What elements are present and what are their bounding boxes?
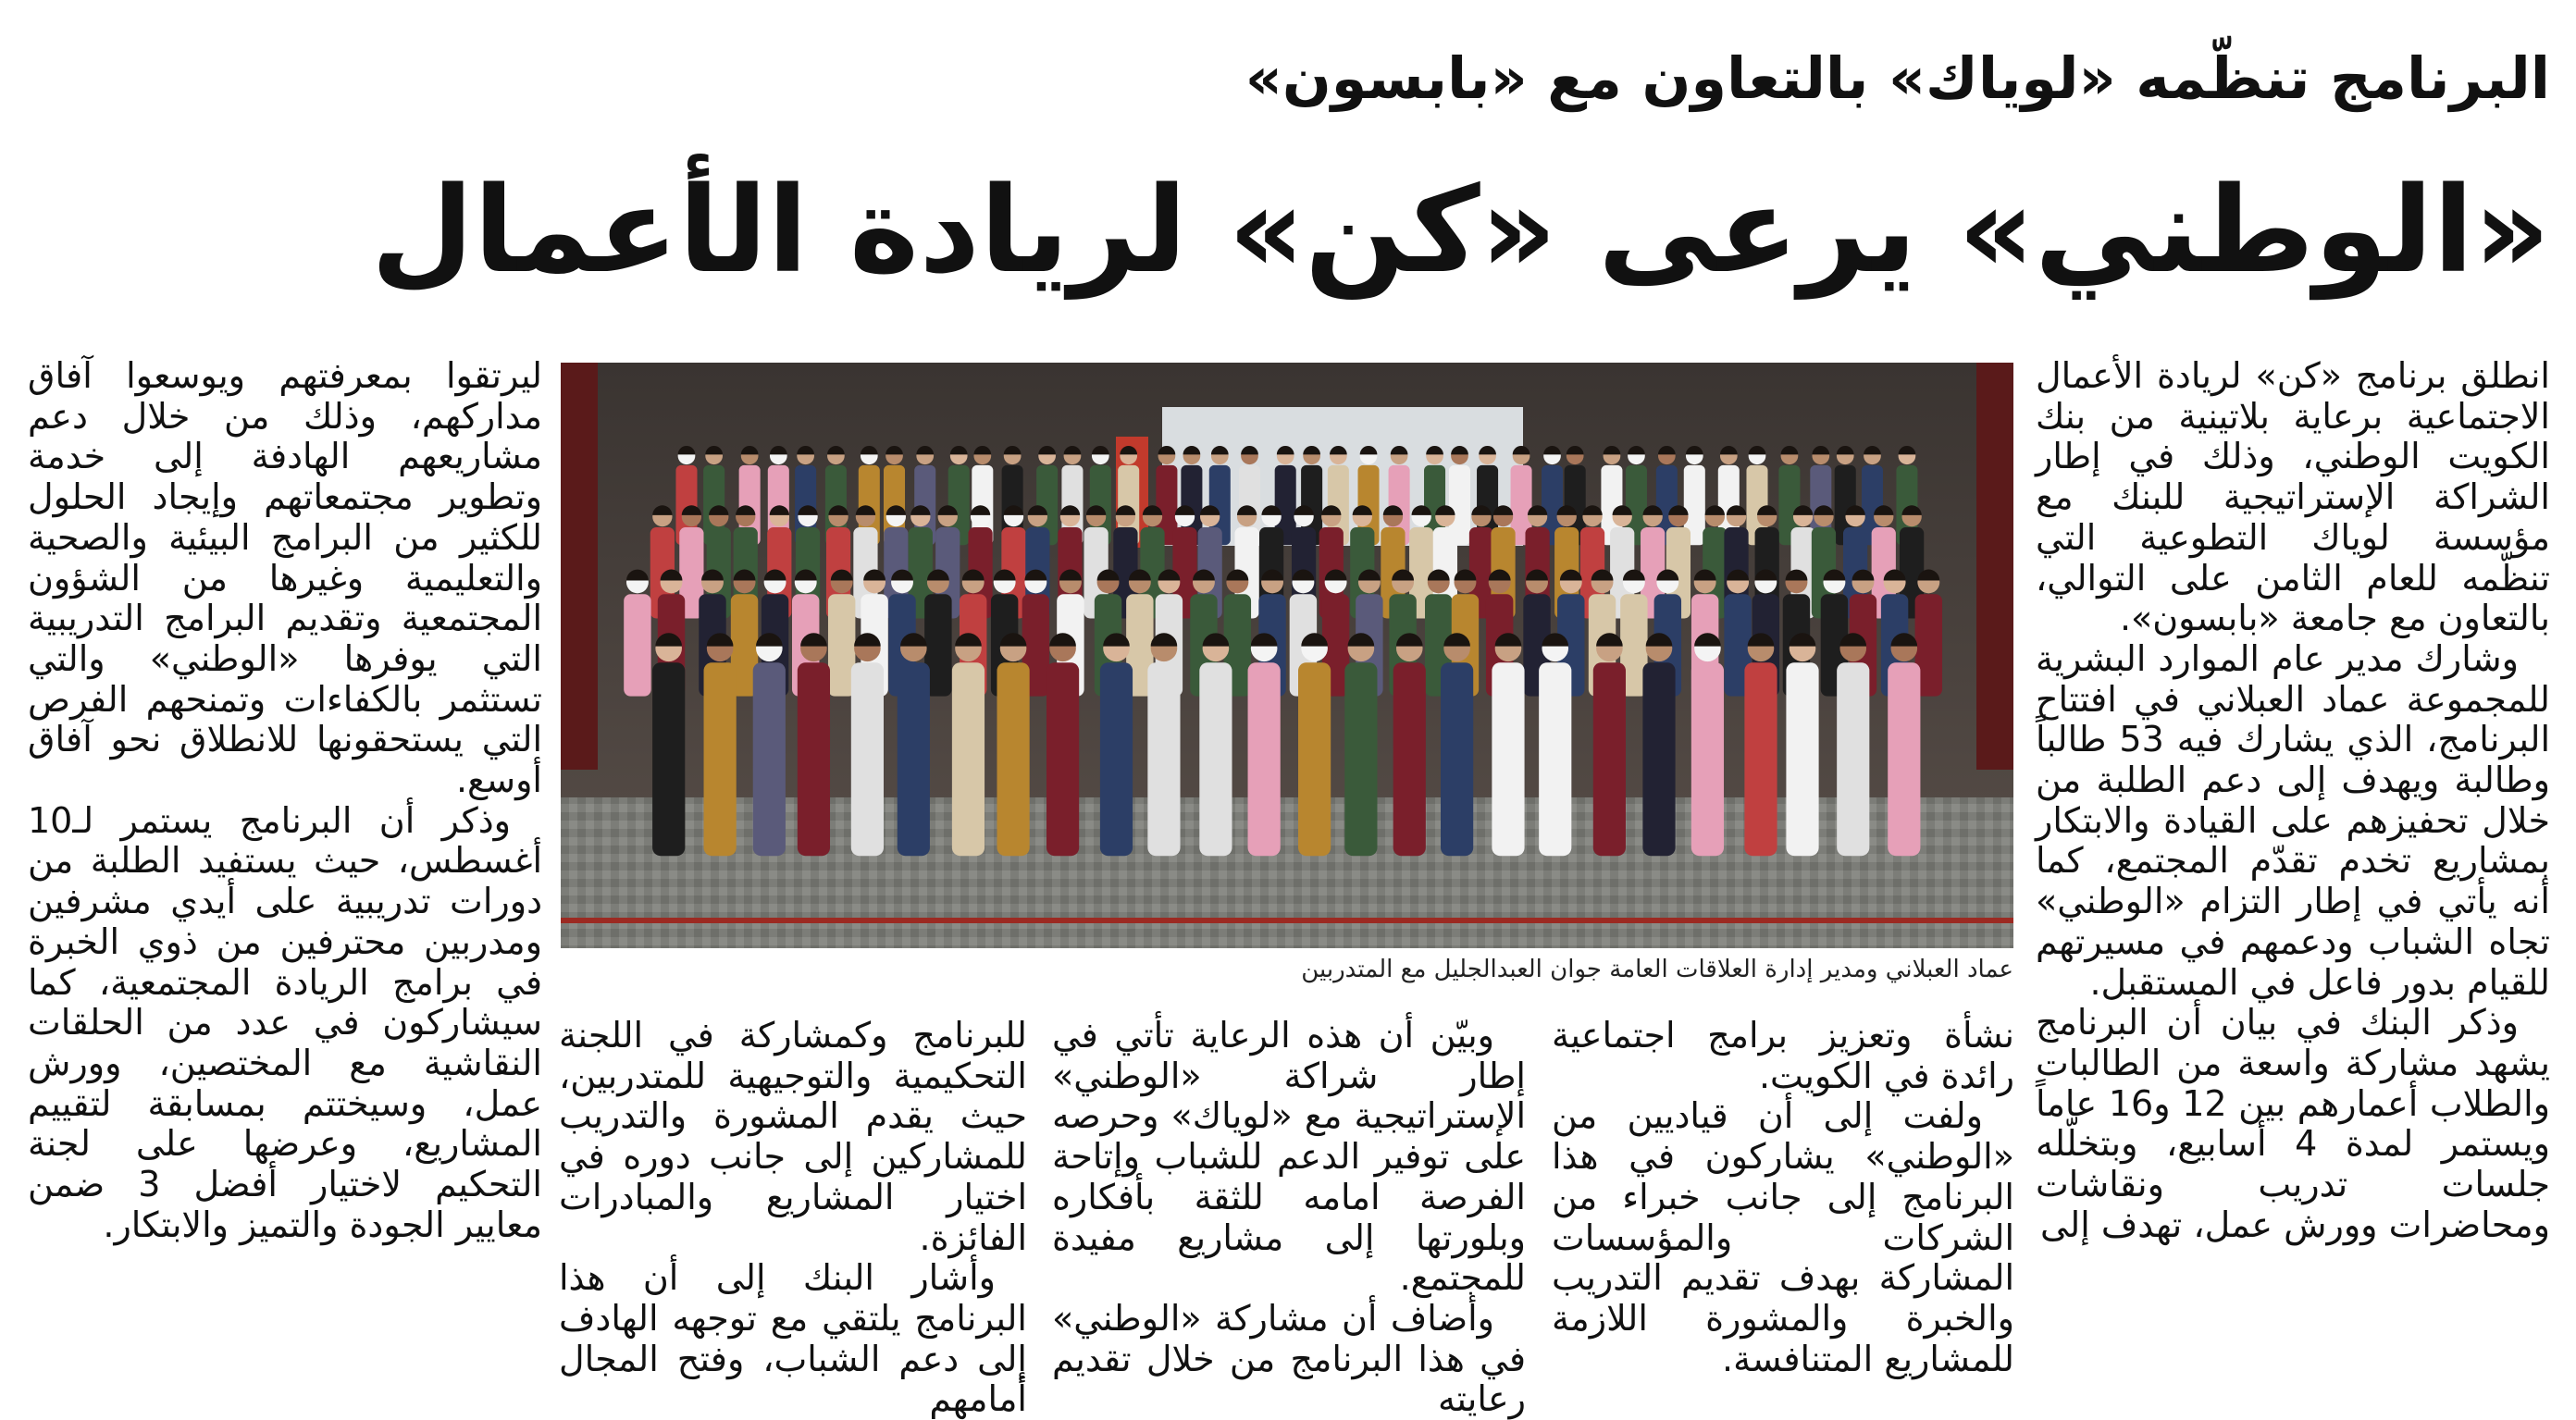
paragraph: وذكر أن البرنامج يستمر لـ10 أغسطس، حيث يستفيد الطلبة من دورات تدريبية على أيدي مشرفين ومدربين محترفين من ذوي الخبرة في برامج الريادة المجتمعية، كما سيشاركون في عدد من الحلقات النقاشية مع المختصين، وورش عمل، وسيختتم بمسابقة لتقييم المشاريع، وعرضها على لجنة التحكيم لاختيار أفضل 3 ضمن معايير الجودة والتميز والابتكار. [28,799,542,1245]
person-figure [1199,662,1232,856]
person-figure [624,594,650,696]
paragraph: ولفت إلى أن قياديين من «الوطني» يشاركون في هذا البرنامج إلى جانب خبراء من الشركات والمؤسسات المشاركة بهدف تقديم التدريب والخبرة والمشورة اللازمة للمشاريع المتنافسة. [1552,1095,2014,1379]
paragraph: وبيّن أن هذه الرعاية تأتي في إطار شراكة «الوطني» الإستراتيجية مع «لوياك» وحرصه على توفير الدعم للشباب وإتاحة الفرصة امامه للثقة بأفكاره وبلورتها إلى مشاريع مفيدة للمجتمع. [1052,1015,1526,1299]
person-figure [1298,662,1331,856]
person-figure [952,662,985,856]
person-figure [1642,662,1675,856]
article-column-4 [559,1016,1027,1420]
paragraph: وشارك مدير عام الموارد البشرية للمجموعة عماد العبلاني في افتتاح البرنامج، الذي يشارك فيه 53 طالباً وطالبة ويهدف إلى دعم الطلبة من خلال تحفيزهم على القيادة والابتكار بمشاريع تخدم تقدّم المجتمع، كما أنه يأتي في إطار التزام «الوطني» تجاه الشباب ودعمهم في مسيرتهم للقيام بدور فاعل في المستقبل. [2036,637,2550,1003]
paragraph: للبرنامج وكمشاركة في اللجنة التحكيمية والتوجيهية للمتدربين، حيث يقدم المشورة والتدريب للمشاركين إلى جانب دوره في اختيار المشاريع والمبادرات الفائزة. [559,1015,1027,1258]
article-headline: «الوطني» يرعى «كن» لريادة الأعمال [370,162,2550,300]
person-figure [1744,662,1777,856]
person-figure [1888,662,1920,856]
person-figure [851,662,884,856]
person-figure [1691,662,1724,856]
person-figure [1492,662,1524,856]
person-figure [898,662,930,856]
person-figure [1344,662,1377,856]
person-figure [1248,662,1281,856]
photo-caption: عماد العبلاني ومدير إدارة العلاقات العامة جوان العبدالجليل مع المتدربين [1301,956,2013,983]
article-column-3 [1052,1016,1526,1420]
paragraph: وأشار البنك إلى أن هذا البرنامج يلتقي مع توجهه الهادف إلى دعم الشباب، وفتح المجال أمامهم [559,1257,1027,1420]
article-column-5 [28,356,542,1245]
person-figure [1441,662,1473,856]
person-figure [1100,662,1133,856]
person-figure [1539,662,1571,856]
article-column-1 [2036,356,2550,1245]
person-figure [798,662,830,856]
person-figure [1786,662,1818,856]
paragraph: انطلق برنامج «كن» لريادة الأعمال الاجتماعية برعاية بلاتينية من بنك الكويت الوطني، وذلك في إطار الشراكة الإستراتيجية للبنك مع مؤسسة لوياك التطوعية التي تنظّمه للعام الثامن على التوالي، بالتعاون مع جامعة «بابسون». [2036,355,2550,639]
group-photo [561,363,2013,948]
person-figure [753,662,786,856]
person-figure [1593,662,1626,856]
article-kicker: البرنامج تنظّمه «لوياك» بالتعاون مع «بابسون» [1245,44,2550,112]
person-figure [1837,662,1869,856]
person-figure [652,662,685,856]
paragraph: وأضاف أن مشاركة «الوطني» في هذا البرنامج من خلال تقديم رعايته [1052,1297,1526,1420]
person-figure [997,662,1029,856]
article-column-2 [1552,1016,2014,1379]
paragraph: وذكر البنك في بيان أن البرنامج يشهد مشاركة واسعة من الطالبات والطلاب أعمارهم بين 12 و16 عاماً ويستمر لمدة 4 أسابيع، وبتخلّله جلسات تدريب ونقاشات ومحاضرات وورش عمل، تهدف إلى [2036,1002,2550,1245]
person-figure [704,662,737,856]
paragraph: ليرتقوا بمعرفتهم ويوسعوا آفاق مداركهم، وذلك من خلال دعم مشاريعهم الهادفة إلى خدمة وتطوير مجتمعاتهم وإيجاد الحلول للكثير من البرامج البيئية والصحية والتعليمية وغيرها من الشؤون المجتمعية وتقديم البرامج التدريبية التي يوفرها «الوطني» والتي تستثمر بالكفاءات وتمنحهم الفرص التي يستحقونها للانطلاق نحو آفاق أوسع. [28,355,542,801]
person-figure [1046,662,1079,856]
person-figure [1393,662,1426,856]
person-figure [1147,662,1180,856]
paragraph: نشأة وتعزيز برامج اجتماعية رائدة في الكويت. [1552,1015,2014,1096]
